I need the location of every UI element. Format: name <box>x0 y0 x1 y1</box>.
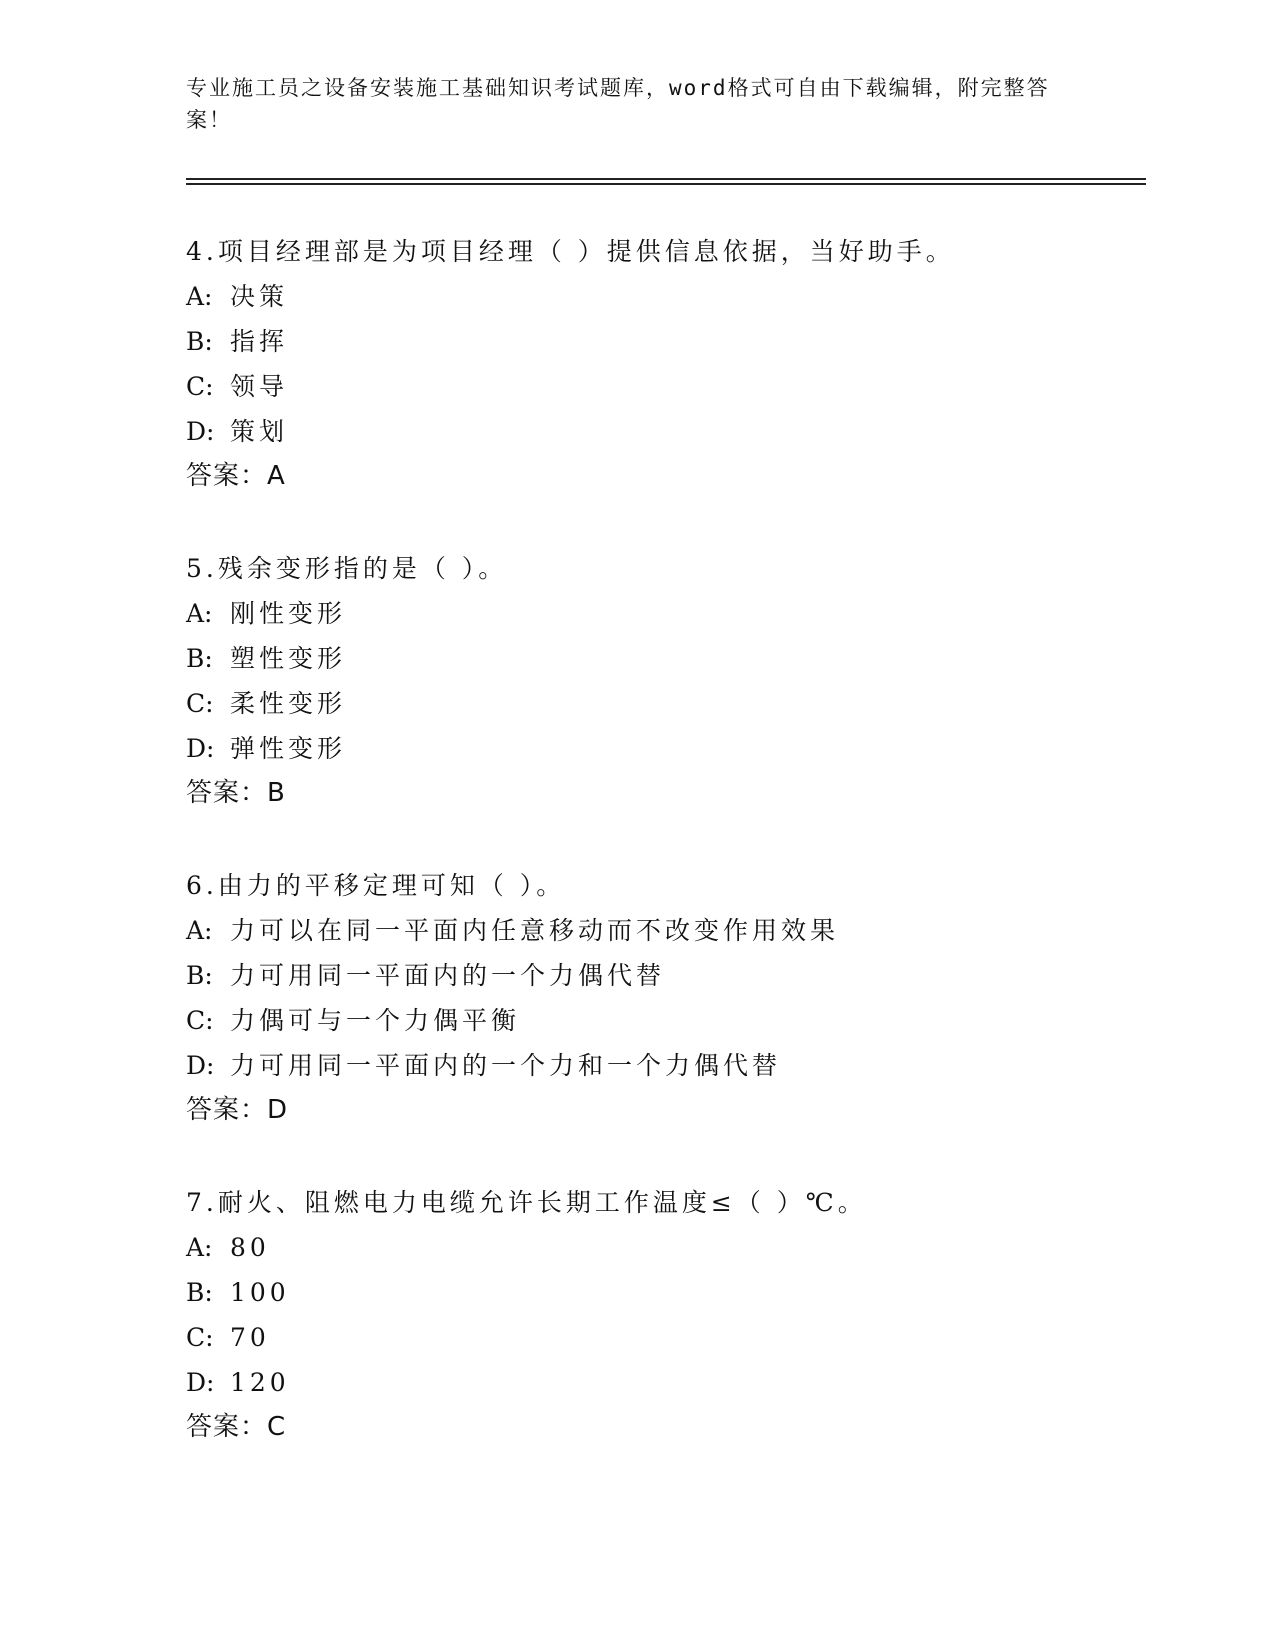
option-b <box>186 319 1146 364</box>
option-letter: B: <box>186 644 213 673</box>
option-text: 力可以在同一平面内任意移动而不改变作用效果 <box>230 916 840 945</box>
answer-line: 答案：C <box>186 1412 287 1442</box>
option-letter: C: <box>186 1006 214 1035</box>
option-text: 100 <box>230 1278 290 1307</box>
option-letter: B: <box>186 961 213 990</box>
option-b <box>186 953 1146 998</box>
option-text: 刚性变形 <box>230 599 347 628</box>
option-d <box>186 409 1146 454</box>
option-letter: A: <box>186 599 213 628</box>
option-text: 力可用同一平面内的一个力和一个力偶代替 <box>230 1051 782 1080</box>
option-letter: C: <box>186 689 214 718</box>
option-letter: C: <box>186 372 214 401</box>
question-6 <box>186 863 1146 1133</box>
question-stem: 7.耐火、阻燃电力电缆允许长期工作温度≤（ ）℃。 <box>186 1188 867 1217</box>
option-text: 领导 <box>230 372 289 401</box>
option-d <box>186 1043 1146 1088</box>
option-letter: B: <box>186 327 213 356</box>
option-letter: D: <box>186 417 215 446</box>
option-a <box>186 591 1146 636</box>
option-letter: C: <box>186 1323 214 1352</box>
option-text: 塑性变形 <box>230 644 347 673</box>
option-letter: D: <box>186 734 215 763</box>
option-a <box>186 274 1146 319</box>
document-header-text: 专业施工员之设备安装施工基础知识考试题库，word格式可自由下载编辑，附完整答案！ <box>186 76 1050 132</box>
header-divider-bottom <box>186 183 1146 185</box>
option-letter: A: <box>186 916 213 945</box>
option-d <box>186 726 1146 771</box>
option-text: 力偶可与一个力偶平衡 <box>230 1006 521 1035</box>
header-divider-top <box>186 178 1146 180</box>
option-c <box>186 681 1146 726</box>
answer-line: 答案：D <box>186 1095 289 1125</box>
question-stem: 5.残余变形指的是（ ）。 <box>186 554 508 583</box>
answer-line: 答案：A <box>186 461 286 491</box>
option-a <box>186 908 1146 953</box>
question-5 <box>186 546 1146 816</box>
option-text: 80 <box>230 1233 270 1262</box>
option-c <box>186 1315 1146 1360</box>
question-7 <box>186 1180 1146 1450</box>
option-b <box>186 636 1146 681</box>
question-4 <box>186 229 1146 499</box>
answer-line: 答案：B <box>186 778 286 808</box>
option-d <box>186 1360 1146 1405</box>
option-text: 指挥 <box>230 327 289 356</box>
option-c <box>186 998 1146 1043</box>
option-text: 策划 <box>230 417 289 446</box>
option-text: 柔性变形 <box>230 689 347 718</box>
option-text: 70 <box>230 1323 270 1352</box>
option-letter: B: <box>186 1278 213 1307</box>
question-stem: 4.项目经理部是为项目经理（ ）提供信息依据，当好助手。 <box>186 237 955 266</box>
question-stem: 6.由力的平移定理可知（ ）。 <box>186 871 566 900</box>
option-text: 120 <box>230 1368 290 1397</box>
option-letter: D: <box>186 1368 215 1397</box>
option-letter: D: <box>186 1051 215 1080</box>
option-text: 弹性变形 <box>230 734 347 763</box>
option-b <box>186 1270 1146 1315</box>
option-a <box>186 1225 1146 1270</box>
option-letter: A: <box>186 282 213 311</box>
option-letter: A: <box>186 1233 213 1262</box>
option-text: 力可用同一平面内的一个力偶代替 <box>230 961 666 990</box>
option-c <box>186 364 1146 409</box>
option-text: 决策 <box>230 282 289 311</box>
